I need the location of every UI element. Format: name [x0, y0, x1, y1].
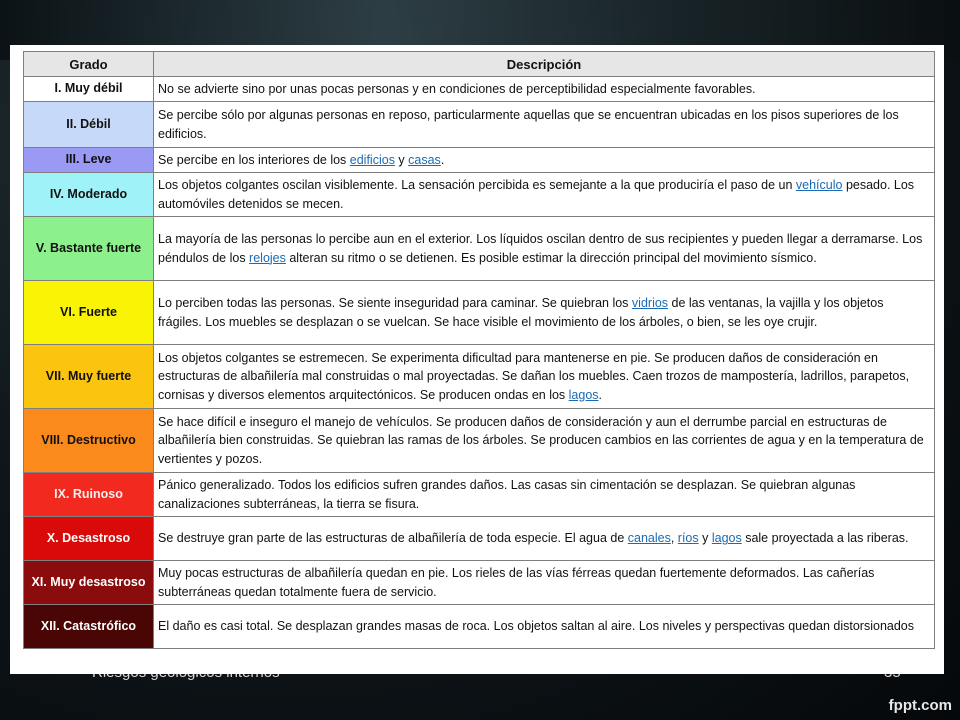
description-cell	[154, 345, 935, 409]
table-row	[24, 561, 935, 605]
description-text: No se advierte sino por unas pocas personas y en condiciones de perceptibilidad especialmente favorables.	[158, 81, 756, 96]
table-row	[24, 409, 935, 473]
description-text: Se percibe sólo por algunas personas en reposo, particularmente aquellas que se encuentran ubicadas en los pisos superiores de los edificios.	[158, 108, 899, 141]
grado-cell: IX. Ruinoso	[24, 473, 154, 517]
description-text: Pánico generalizado. Todos los edificios sufren grandes daños. Las casas sin cimentación se desplazan. Se quiebran algunas canalizaciones subterráneas, la tierra se fisura.	[158, 478, 856, 511]
header-descripcion: Descripción	[154, 52, 935, 77]
link-lagos[interactable]: lagos	[568, 387, 599, 402]
description-text: de las ventanas, la vajilla y los objetos frágiles. Los muebles se desplazan o se vuelcan. Se hace visible el movimiento de los árboles, o bien, se les oye crujir.	[158, 296, 884, 329]
table-row	[24, 148, 935, 173]
description-text: y	[394, 152, 409, 167]
table-row	[24, 473, 935, 517]
grado-cell: I. Muy débil	[24, 77, 154, 102]
description-text: Se percibe en los interiores de los	[158, 152, 350, 167]
description-cell	[154, 473, 935, 517]
grado-cell: V. Bastante fuerte	[24, 217, 154, 281]
description-text: Se destruye gran parte de las estructuras de albañilería de toda especie. El agua de	[158, 531, 628, 546]
link-relojes[interactable]: relojes	[249, 250, 286, 265]
description-text: ,	[670, 531, 678, 546]
link-canales[interactable]: canales	[627, 531, 671, 546]
description-cell	[154, 281, 935, 345]
description-text: Se hace difícil e inseguro el manejo de vehículos. Se producen daños de consideración y aun el derrumbe parcial en estructuras de albañilería bien construidas. Se quiebran las ramas de los árboles. Se producen cambios en las corrientes de agua y en la temperatura de vertientes y pozos.	[158, 415, 924, 466]
description-text: La mayoría de las personas lo percibe aun en el exterior. Los líquidos oscilan dentro de sus recipientes y pueden llegar a derramarse. Los péndulos de los	[158, 232, 923, 265]
link-casas[interactable]: casas	[408, 152, 441, 167]
grado-cell: XI. Muy desastroso	[24, 561, 154, 605]
table-row	[24, 345, 935, 409]
description-cell	[154, 148, 935, 173]
grado-cell: III. Leve	[24, 148, 154, 173]
description-cell	[154, 102, 935, 148]
description-cell	[154, 605, 935, 649]
description-text: Muy pocas estructuras de albañilería quedan en pie. Los rieles de las vías férreas quedan fuertemente deformados. Las cañerías subterráneas quedan totalmente fuera de servicio.	[158, 566, 875, 599]
table-row	[24, 77, 935, 102]
description-cell	[154, 173, 935, 217]
link-vidrios[interactable]: vidrios	[631, 296, 669, 311]
grado-cell: VI. Fuerte	[24, 281, 154, 345]
header-grado: Grado	[24, 52, 154, 77]
grado-cell: X. Desastroso	[24, 517, 154, 561]
description-cell	[154, 77, 935, 102]
link-lagos[interactable]: lagos	[711, 531, 742, 546]
table-row	[24, 605, 935, 649]
description-cell	[154, 561, 935, 605]
description-text: alteran su ritmo o se detienen. Es posible estimar la dirección principal del movimiento sísmico.	[285, 250, 817, 265]
description-text: Los objetos colgantes oscilan visiblemente. La sensación percibida es semejante a la que produciría el paso de un	[158, 178, 796, 193]
table-row	[24, 217, 935, 281]
brand-logo-text[interactable]: fppt.com	[888, 697, 952, 714]
description-cell	[154, 517, 935, 561]
table-row	[24, 281, 935, 345]
grado-cell: VIII. Destructivo	[24, 409, 154, 473]
grado-cell: VII. Muy fuerte	[24, 345, 154, 409]
description-cell	[154, 409, 935, 473]
description-cell	[154, 217, 935, 281]
description-text: Lo perciben todas las personas. Se siente inseguridad para caminar. Se quiebran los	[158, 296, 632, 311]
description-text: .	[440, 152, 445, 167]
link-rios[interactable]: ríos	[677, 531, 699, 546]
table-row	[24, 102, 935, 148]
description-text: Los objetos colgantes se estremecen. Se experimenta dificultad para mantenerse en pie. Se producen daños de consideración en estructuras de albañilería mal construidas o mal proyectadas. Se dañan los muebles. Caen trozos de mampostería, ladrillos, parapetos, cornisas y diversos elementos arquitectónicos. Se producen ondas en los	[158, 351, 910, 402]
grado-cell: IV. Moderado	[24, 173, 154, 217]
description-text: pesado. Los automóviles detenidos se mecen.	[158, 178, 915, 211]
description-text: .	[598, 387, 603, 402]
description-text: y	[698, 531, 712, 546]
table-row	[24, 517, 935, 561]
grado-cell: XII. Catastrófico	[24, 605, 154, 649]
link-vehiculo[interactable]: vehículo	[795, 178, 843, 193]
link-edificios[interactable]: edificios	[349, 152, 395, 167]
table-header-row	[24, 52, 935, 77]
table-image-panel	[10, 45, 944, 674]
table-row	[24, 173, 935, 217]
mercalli-intensity-table	[23, 51, 935, 649]
grado-cell: II. Débil	[24, 102, 154, 148]
description-text: El daño es casi total. Se desplazan grandes masas de roca. Los objetos saltan al aire. Los niveles y perspectivas quedan distorsionados	[158, 619, 915, 634]
description-text: sale proyectada a las riberas.	[741, 531, 909, 546]
